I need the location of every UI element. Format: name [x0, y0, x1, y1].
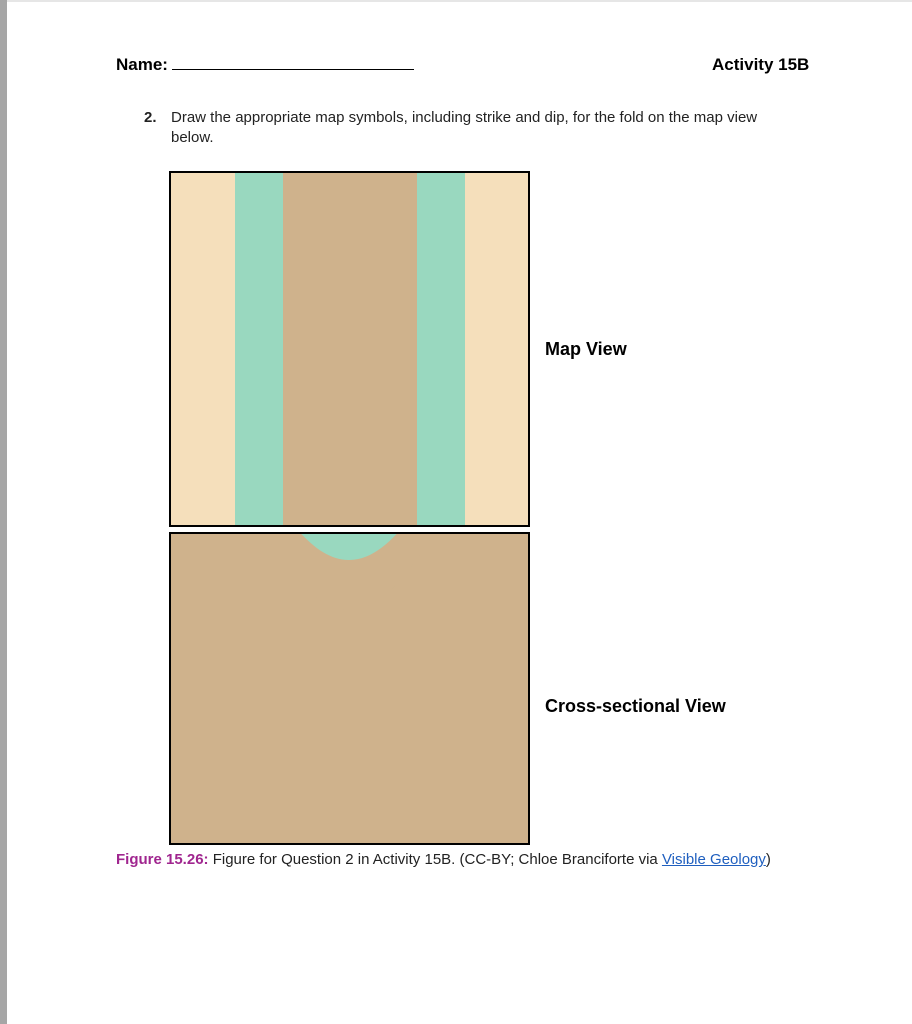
map-outer-band-left: [169, 171, 235, 527]
map-view-label: Map View: [545, 339, 627, 359]
caption-label: Figure 15.26:: [116, 851, 209, 868]
activity-title: Activity 15B: [712, 55, 810, 74]
cross-section-label: Cross-sectional View: [545, 696, 726, 716]
map-core-band: [283, 171, 417, 527]
name-field: [116, 55, 414, 75]
left-margin-bar: [0, 0, 7, 1024]
name-blank-line[interactable]: [172, 55, 414, 70]
caption-text: Figure for Question 2 in Activity 15B. (CC-BY; Chloe Branciforte via: [208, 851, 662, 868]
cross-section-figure: [169, 532, 530, 845]
question-text: Draw the appropriate map symbols, including strike and dip, for the fold on the map view below.: [171, 109, 758, 146]
question-number: 2.: [144, 109, 157, 126]
caption-close: ): [765, 851, 771, 868]
map-outer-band-right: [465, 171, 530, 527]
figure-caption: [116, 851, 771, 868]
visible-geology-link[interactable]: Visible Geology: [661, 851, 766, 868]
map-mint-band-right: [417, 171, 465, 527]
page-top-edge: [7, 0, 912, 2]
name-label: Name:: [116, 55, 168, 74]
map-mint-band-left: [235, 171, 283, 527]
map-view-figure: [169, 171, 530, 527]
